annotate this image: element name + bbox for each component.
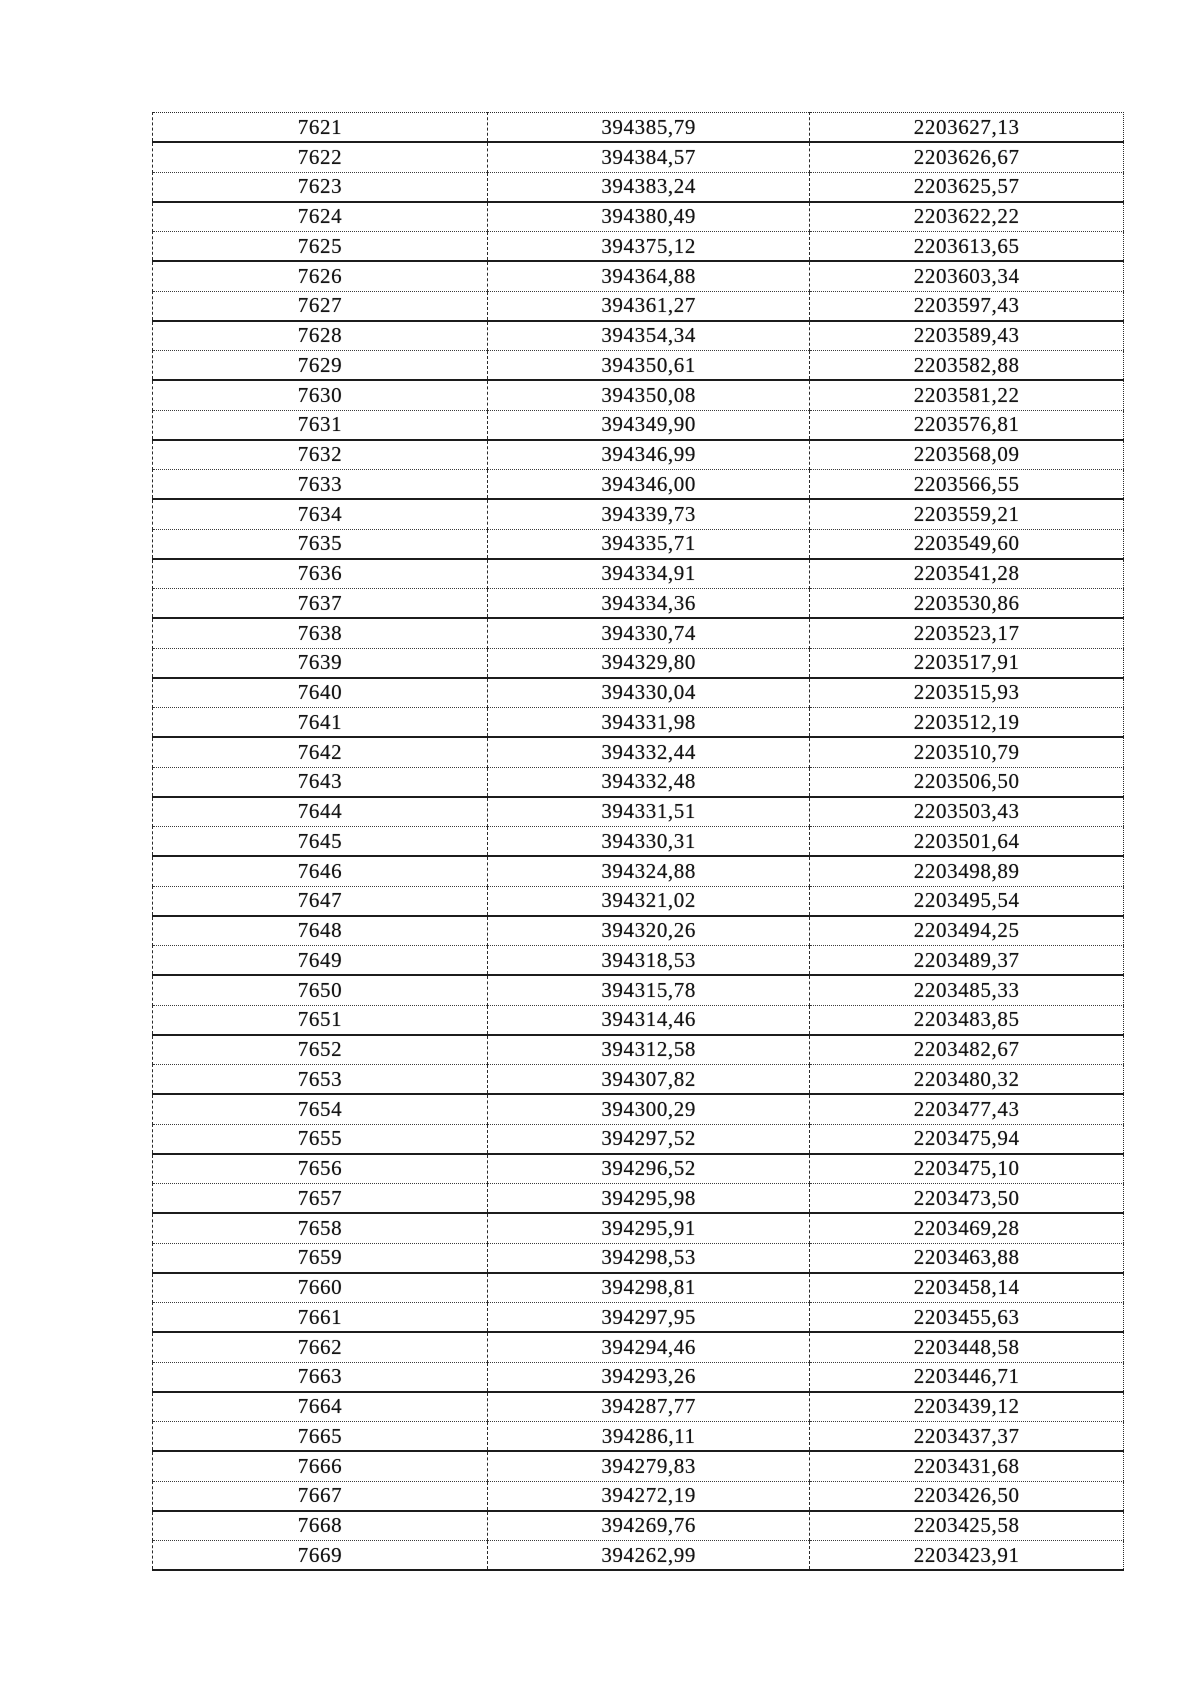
table-row	[153, 1005, 1124, 1035]
y-coordinate-cell: 2203485,33	[810, 975, 1124, 1005]
x-coordinate-cell: 394330,31	[487, 827, 809, 857]
y-coordinate-cell: 2203480,32	[810, 1065, 1124, 1095]
x-coordinate-cell: 394295,98	[487, 1184, 809, 1214]
table-row	[153, 1362, 1124, 1392]
point-id-cell: 7640	[153, 678, 488, 708]
y-coordinate-cell: 2203603,34	[810, 261, 1124, 291]
point-id-cell: 7630	[153, 380, 488, 410]
y-coordinate-cell: 2203494,25	[810, 916, 1124, 946]
point-id-cell: 7631	[153, 410, 488, 440]
table-row	[153, 351, 1124, 381]
table-row	[153, 975, 1124, 1005]
table-row	[153, 1422, 1124, 1452]
x-coordinate-cell: 394320,26	[487, 916, 809, 946]
table-row	[153, 767, 1124, 797]
y-coordinate-cell: 2203439,12	[810, 1392, 1124, 1422]
y-coordinate-cell: 2203541,28	[810, 559, 1124, 589]
x-coordinate-cell: 394262,99	[487, 1541, 809, 1571]
table-row	[153, 113, 1124, 143]
y-coordinate-cell: 2203597,43	[810, 291, 1124, 321]
y-coordinate-cell: 2203515,93	[810, 678, 1124, 708]
x-coordinate-cell: 394297,95	[487, 1303, 809, 1333]
table-row	[153, 946, 1124, 976]
y-coordinate-cell: 2203622,22	[810, 202, 1124, 232]
x-coordinate-cell: 394383,24	[487, 172, 809, 202]
table-row	[153, 618, 1124, 648]
x-coordinate-cell: 394297,52	[487, 1124, 809, 1154]
x-coordinate-cell: 394318,53	[487, 946, 809, 976]
point-id-cell: 7668	[153, 1511, 488, 1541]
x-coordinate-cell: 394380,49	[487, 202, 809, 232]
point-id-cell: 7637	[153, 589, 488, 619]
y-coordinate-cell: 2203423,91	[810, 1541, 1124, 1571]
y-coordinate-cell: 2203501,64	[810, 827, 1124, 857]
table-row	[153, 142, 1124, 172]
y-coordinate-cell: 2203495,54	[810, 886, 1124, 916]
y-coordinate-cell: 2203506,50	[810, 767, 1124, 797]
table-row	[153, 1273, 1124, 1303]
point-id-cell: 7654	[153, 1094, 488, 1124]
y-coordinate-cell: 2203463,88	[810, 1243, 1124, 1273]
y-coordinate-cell: 2203530,86	[810, 589, 1124, 619]
y-coordinate-cell: 2203498,89	[810, 856, 1124, 886]
x-coordinate-cell: 394321,02	[487, 886, 809, 916]
table-row	[153, 856, 1124, 886]
y-coordinate-cell: 2203455,63	[810, 1303, 1124, 1333]
point-id-cell: 7641	[153, 708, 488, 738]
table-row	[153, 499, 1124, 529]
x-coordinate-cell: 394330,04	[487, 678, 809, 708]
x-coordinate-cell: 394294,46	[487, 1332, 809, 1362]
point-id-cell: 7651	[153, 1005, 488, 1035]
x-coordinate-cell: 394287,77	[487, 1392, 809, 1422]
x-coordinate-cell: 394330,74	[487, 618, 809, 648]
y-coordinate-cell: 2203473,50	[810, 1184, 1124, 1214]
table-row	[153, 589, 1124, 619]
x-coordinate-cell: 394329,80	[487, 648, 809, 678]
point-id-cell: 7662	[153, 1332, 488, 1362]
y-coordinate-cell: 2203426,50	[810, 1481, 1124, 1511]
y-coordinate-cell: 2203475,10	[810, 1154, 1124, 1184]
table-row	[153, 648, 1124, 678]
y-coordinate-cell: 2203510,79	[810, 737, 1124, 767]
table-row	[153, 737, 1124, 767]
x-coordinate-cell: 394295,91	[487, 1213, 809, 1243]
x-coordinate-cell: 394350,08	[487, 380, 809, 410]
point-id-cell: 7621	[153, 113, 488, 143]
x-coordinate-cell: 394350,61	[487, 351, 809, 381]
x-coordinate-cell: 394361,27	[487, 291, 809, 321]
x-coordinate-cell: 394332,48	[487, 767, 809, 797]
table-row	[153, 1541, 1124, 1571]
point-id-cell: 7660	[153, 1273, 488, 1303]
point-id-cell: 7627	[153, 291, 488, 321]
point-id-cell: 7647	[153, 886, 488, 916]
table-row	[153, 1124, 1124, 1154]
x-coordinate-cell: 394346,99	[487, 440, 809, 470]
table-row	[153, 1065, 1124, 1095]
table-row	[153, 1451, 1124, 1481]
point-id-cell: 7652	[153, 1035, 488, 1065]
y-coordinate-cell: 2203625,57	[810, 172, 1124, 202]
table-row	[153, 232, 1124, 262]
y-coordinate-cell: 2203425,58	[810, 1511, 1124, 1541]
x-coordinate-cell: 394298,53	[487, 1243, 809, 1273]
table-row	[153, 321, 1124, 351]
table-row	[153, 1035, 1124, 1065]
y-coordinate-cell: 2203549,60	[810, 529, 1124, 559]
y-coordinate-cell: 2203446,71	[810, 1362, 1124, 1392]
x-coordinate-cell: 394364,88	[487, 261, 809, 291]
y-coordinate-cell: 2203581,22	[810, 380, 1124, 410]
table-row	[153, 172, 1124, 202]
point-id-cell: 7655	[153, 1124, 488, 1154]
coordinate-table-body	[153, 113, 1124, 1571]
y-coordinate-cell: 2203448,58	[810, 1332, 1124, 1362]
table-row	[153, 1511, 1124, 1541]
table-row	[153, 410, 1124, 440]
table-row	[153, 827, 1124, 857]
x-coordinate-cell: 394279,83	[487, 1451, 809, 1481]
point-id-cell: 7657	[153, 1184, 488, 1214]
y-coordinate-cell: 2203503,43	[810, 797, 1124, 827]
y-coordinate-cell: 2203613,65	[810, 232, 1124, 262]
y-coordinate-cell: 2203483,85	[810, 1005, 1124, 1035]
point-id-cell: 7642	[153, 737, 488, 767]
point-id-cell: 7665	[153, 1422, 488, 1452]
point-id-cell: 7625	[153, 232, 488, 262]
point-id-cell: 7659	[153, 1243, 488, 1273]
table-row	[153, 797, 1124, 827]
point-id-cell: 7622	[153, 142, 488, 172]
table-row	[153, 1184, 1124, 1214]
point-id-cell: 7646	[153, 856, 488, 886]
table-row	[153, 559, 1124, 589]
y-coordinate-cell: 2203523,17	[810, 618, 1124, 648]
x-coordinate-cell: 394354,34	[487, 321, 809, 351]
table-row	[153, 678, 1124, 708]
table-row	[153, 1154, 1124, 1184]
y-coordinate-cell: 2203626,67	[810, 142, 1124, 172]
y-coordinate-cell: 2203489,37	[810, 946, 1124, 976]
point-id-cell: 7661	[153, 1303, 488, 1333]
point-id-cell: 7666	[153, 1451, 488, 1481]
x-coordinate-cell: 394312,58	[487, 1035, 809, 1065]
y-coordinate-cell: 2203431,68	[810, 1451, 1124, 1481]
point-id-cell: 7664	[153, 1392, 488, 1422]
table-row	[153, 1481, 1124, 1511]
y-coordinate-cell: 2203566,55	[810, 470, 1124, 500]
point-id-cell: 7635	[153, 529, 488, 559]
y-coordinate-cell: 2203568,09	[810, 440, 1124, 470]
point-id-cell: 7643	[153, 767, 488, 797]
y-coordinate-cell: 2203582,88	[810, 351, 1124, 381]
y-coordinate-cell: 2203576,81	[810, 410, 1124, 440]
x-coordinate-cell: 394293,26	[487, 1362, 809, 1392]
point-id-cell: 7669	[153, 1541, 488, 1571]
x-coordinate-cell: 394296,52	[487, 1154, 809, 1184]
x-coordinate-cell: 394385,79	[487, 113, 809, 143]
table-row	[153, 1303, 1124, 1333]
x-coordinate-cell: 394272,19	[487, 1481, 809, 1511]
x-coordinate-cell: 394324,88	[487, 856, 809, 886]
point-id-cell: 7636	[153, 559, 488, 589]
table-row	[153, 1243, 1124, 1273]
y-coordinate-cell: 2203512,19	[810, 708, 1124, 738]
point-id-cell: 7644	[153, 797, 488, 827]
point-id-cell: 7632	[153, 440, 488, 470]
table-row	[153, 916, 1124, 946]
table-row	[153, 886, 1124, 916]
point-id-cell: 7667	[153, 1481, 488, 1511]
coordinate-table	[152, 112, 1124, 1571]
point-id-cell: 7629	[153, 351, 488, 381]
point-id-cell: 7634	[153, 499, 488, 529]
x-coordinate-cell: 394300,29	[487, 1094, 809, 1124]
x-coordinate-cell: 394269,76	[487, 1511, 809, 1541]
table-row	[153, 470, 1124, 500]
y-coordinate-cell: 2203517,91	[810, 648, 1124, 678]
x-coordinate-cell: 394331,98	[487, 708, 809, 738]
table-row	[153, 202, 1124, 232]
y-coordinate-cell: 2203437,37	[810, 1422, 1124, 1452]
table-row	[153, 291, 1124, 321]
point-id-cell: 7650	[153, 975, 488, 1005]
point-id-cell: 7623	[153, 172, 488, 202]
point-id-cell: 7663	[153, 1362, 488, 1392]
x-coordinate-cell: 394298,81	[487, 1273, 809, 1303]
table-row	[153, 1332, 1124, 1362]
x-coordinate-cell: 394315,78	[487, 975, 809, 1005]
point-id-cell: 7658	[153, 1213, 488, 1243]
x-coordinate-cell: 394314,46	[487, 1005, 809, 1035]
table-row	[153, 529, 1124, 559]
table-row	[153, 380, 1124, 410]
x-coordinate-cell: 394339,73	[487, 499, 809, 529]
y-coordinate-cell: 2203482,67	[810, 1035, 1124, 1065]
y-coordinate-cell: 2203475,94	[810, 1124, 1124, 1154]
table-row	[153, 1213, 1124, 1243]
point-id-cell: 7624	[153, 202, 488, 232]
point-id-cell: 7628	[153, 321, 488, 351]
table-row	[153, 440, 1124, 470]
x-coordinate-cell: 394334,36	[487, 589, 809, 619]
table-row	[153, 1392, 1124, 1422]
x-coordinate-cell: 394334,91	[487, 559, 809, 589]
point-id-cell: 7656	[153, 1154, 488, 1184]
point-id-cell: 7648	[153, 916, 488, 946]
y-coordinate-cell: 2203477,43	[810, 1094, 1124, 1124]
x-coordinate-cell: 394384,57	[487, 142, 809, 172]
x-coordinate-cell: 394346,00	[487, 470, 809, 500]
x-coordinate-cell: 394349,90	[487, 410, 809, 440]
y-coordinate-cell: 2203458,14	[810, 1273, 1124, 1303]
point-id-cell: 7626	[153, 261, 488, 291]
table-row	[153, 261, 1124, 291]
point-id-cell: 7653	[153, 1065, 488, 1095]
table-row	[153, 708, 1124, 738]
x-coordinate-cell: 394331,51	[487, 797, 809, 827]
x-coordinate-cell: 394307,82	[487, 1065, 809, 1095]
point-id-cell: 7633	[153, 470, 488, 500]
y-coordinate-cell: 2203469,28	[810, 1213, 1124, 1243]
point-id-cell: 7639	[153, 648, 488, 678]
x-coordinate-cell: 394286,11	[487, 1422, 809, 1452]
x-coordinate-cell: 394332,44	[487, 737, 809, 767]
y-coordinate-cell: 2203559,21	[810, 499, 1124, 529]
x-coordinate-cell: 394335,71	[487, 529, 809, 559]
point-id-cell: 7649	[153, 946, 488, 976]
table-row	[153, 1094, 1124, 1124]
y-coordinate-cell: 2203589,43	[810, 321, 1124, 351]
x-coordinate-cell: 394375,12	[487, 232, 809, 262]
y-coordinate-cell: 2203627,13	[810, 113, 1124, 143]
point-id-cell: 7638	[153, 618, 488, 648]
point-id-cell: 7645	[153, 827, 488, 857]
